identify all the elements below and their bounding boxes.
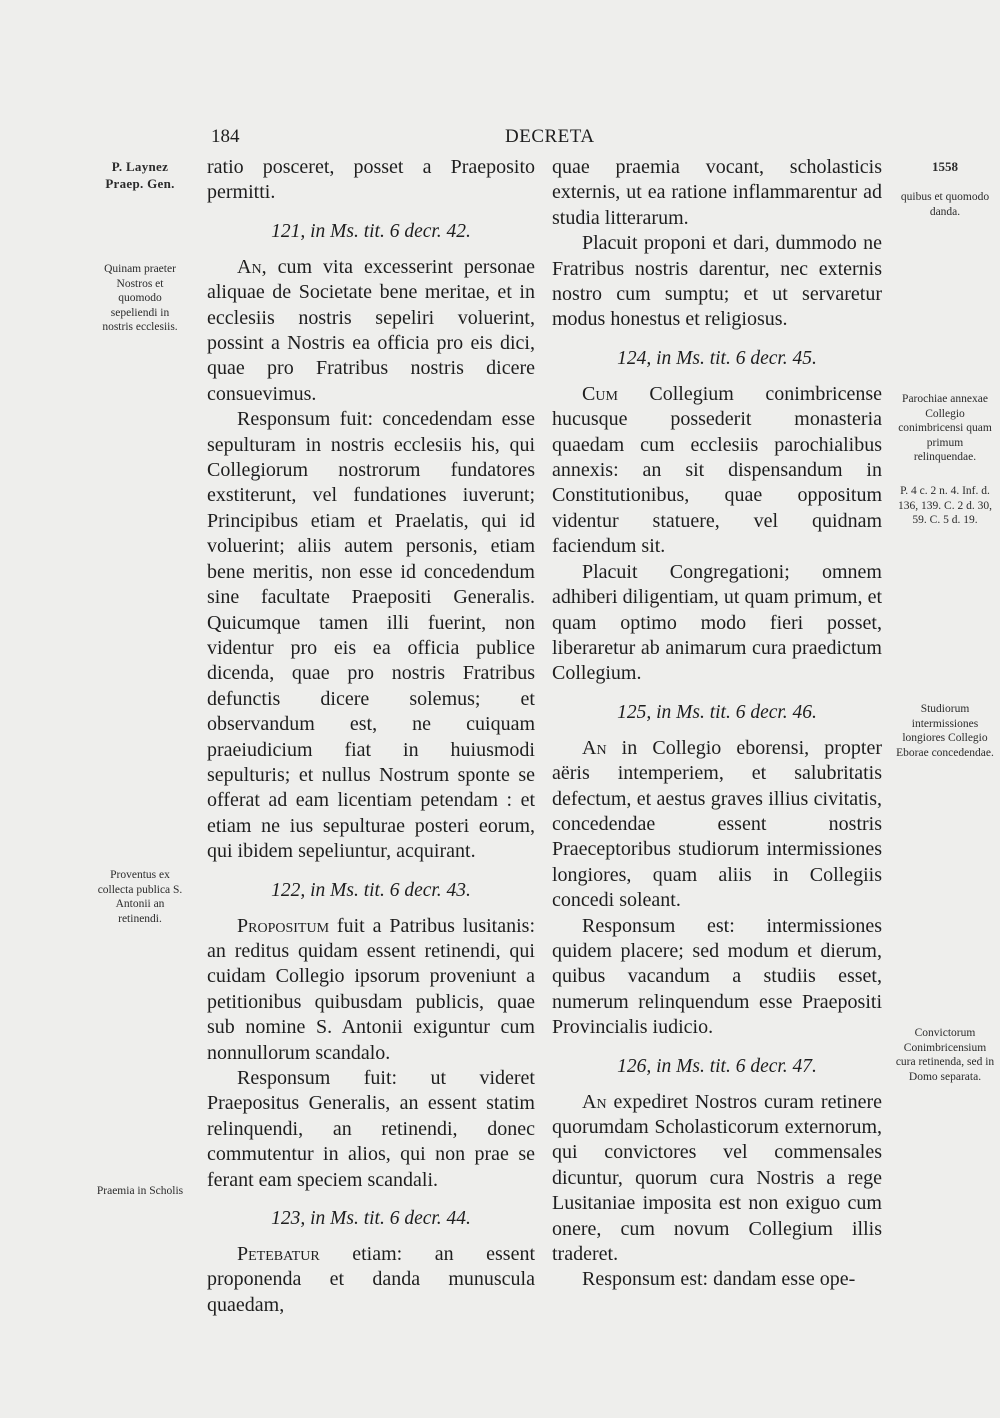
margin-author: P. Laynez: [111, 159, 169, 174]
decree-heading-122: 122, in Ms. tit. 6 decr. 43.: [271, 879, 471, 901]
decree-126-initial: An: [582, 1090, 607, 1113]
text-column-right: [552, 155, 882, 1293]
running-head: DECRETA: [505, 126, 595, 147]
text-column-left: [207, 155, 535, 1318]
decree-124-question: [552, 382, 882, 560]
paragraph-continuation-right: quae praemia vocant, scholasticis externis, ut ea ratione inflammarentur ad studia litterarum.: [552, 156, 882, 229]
paragraph-continuation: ratio posceret, posset a Praeposito permitti.: [207, 156, 535, 204]
margin-year: 1558: [932, 159, 958, 174]
decree-126-question: [552, 1090, 882, 1268]
decree-125-text: in Collegio eborensi, propter aëris intemperiem, et salubritatis defectum, et aestus graves illius civitatis, concedendae essent nostris Praeceptoribus studiorum intermissiones longiores, quam aliis in Collegiis concedi soleant.: [552, 736, 882, 912]
decree-125-question: [552, 736, 882, 914]
decree-heading-123: 123, in Ms. tit. 6 decr. 44.: [271, 1208, 471, 1230]
decree-heading-126: 126, in Ms. tit. 6 decr. 47.: [617, 1055, 817, 1077]
decree-124-text: Collegium conimbricense hucusque possederit monasteria quaedam cum ecclesiis parochialibus annexis: an sit dispensandum in Constitutionibus, quae oppositum videntur statuere, vel quidnam faciendum sit.: [552, 382, 882, 558]
decree-122-text: fuit a Patribus lusitanis: an reditus quidam essent retinendi, qui cuidam Collegio ipsorum proveniunt a petitionibus quibusdam publicis, quae sub nomine S. Antonii exiguntur cum nonnullorum scandalo.: [207, 914, 535, 1064]
decree-125-response: Responsum est: intermissiones quidem placere; sed modum et dierum, quibus vacandum a studiis esset, numerum relinquendum esse Praepositi Provincialis iudicio.: [552, 914, 882, 1039]
margin-note-burial: Quinam praeter Nostros et quomodo sepeliendi in nostris ecclesiis.: [102, 263, 178, 334]
decree-124-initial: Cum: [582, 382, 618, 405]
decree-heading-121: 121, in Ms. tit. 6 decr. 42.: [271, 220, 471, 242]
margin-note-praemia: Praemia in Scholis: [96, 1185, 184, 1197]
decree-heading-125: 125, in Ms. tit. 6 decr. 46.: [617, 701, 817, 723]
page-header: [0, 126, 1000, 156]
decree-122-response: Responsum fuit: ut videret Praepositus Generalis, an essent statim relinquendi, an retinendi, donec commutentur in alios, qui non prae se ferant eam speciem scandali.: [207, 1067, 535, 1191]
decree-122-question: [207, 914, 535, 1066]
margin-note-convictorum: Convictorum Conimbricensium cura retinenda, sed in Domo separata.: [895, 1027, 995, 1083]
margin-note-quibus: quibus et quomodo danda.: [900, 191, 990, 218]
margin-note-parochiae: Parochiae annexae Collegio conimbricensi quam primum relinquendae.: [898, 393, 992, 464]
decree-123-question: [207, 1242, 535, 1318]
decree-126-text: expediret Nostros curam retinere quorumdam Scholasticorum externorum, qui convictores vel commensales dicuntur, quorum cura Nostris a rege Lusitaniae imposita est non exiguo cum onere, cum novum Collegium illis traderet.: [552, 1090, 882, 1266]
margin-note-studiorum: Studiorum intermissiones longiores Collegio Eborae concedendae.: [896, 703, 994, 759]
margin-note-references: P. 4 c. 2 n. 4. Inf. d. 136, 139. C. 2 d. 30, 59. C. 5 d. 19.: [898, 485, 992, 527]
decree-121-initial: An: [237, 255, 262, 278]
page-number: 184: [211, 126, 240, 147]
decree-125-initial: An: [582, 736, 607, 759]
margin-author-role: Praep. Gen.: [105, 176, 175, 191]
decree-121-text: , cum vita excesserint personae aliquae de Societate bene meritae, et in ecclesiis nostris sepeliri voluerint, possint a Nostris ea officia pro eis dici, quae pro Fratribus nostris dicere consuevimus.: [207, 255, 535, 405]
decree-123-initial: Petebatur: [237, 1243, 320, 1266]
margin-author-block: [95, 158, 185, 192]
decree-123-response: Placuit proponi et dari, dummodo ne Fratribus nostris darentur, nec externis nostro cum sumptu; et ut servaretur modus honestus et religiosus.: [552, 232, 882, 331]
decree-124-response: Placuit Congregationi; omnem adhiberi diligentiam, ut quam primum, et quam optimo modo fieri posset, liberaretur ab animarum cura praedictum Collegium.: [552, 560, 882, 685]
decree-heading-124: 124, in Ms. tit. 6 decr. 45.: [617, 347, 817, 369]
decree-121-response: Responsum fuit: concedendam esse sepulturam in nostris ecclesiis his, qui Collegiorum nostrorum fundatores exstiterunt, vel fundationes iuverunt; Principibus etiam et Praelatis, qui id voluerint; aliis autem personis, etiam bene meritis, non esse id concedendum sine facultate Praepositi Generalis. Quicumque tamen illi fuerint, non videntur pro eis ea officia publice dicenda, quae pro nostris Fratribus defunctis dicere solemus; et observandum est, ne cuiquam praeiudicium fiat in huiusmodi sepulturis; et nullus Nostrum sponte se offerat ad eam licentiam petendam : et etiam ne ius sepulturae posteri eorum, qui ibidem sepeliuntur, acquirant.: [207, 408, 535, 863]
margin-note-proventus: Proventus ex collecta publica S. Antonii an retinendi.: [97, 869, 183, 925]
decree-122-initial: Propositum: [237, 914, 330, 937]
decree-121-question: [207, 255, 535, 407]
decree-126-response: Responsum est: dandam esse ope-: [582, 1268, 856, 1291]
decree-123-text: etiam: an essent proponenda et danda munuscula quaedam,: [207, 1243, 535, 1316]
